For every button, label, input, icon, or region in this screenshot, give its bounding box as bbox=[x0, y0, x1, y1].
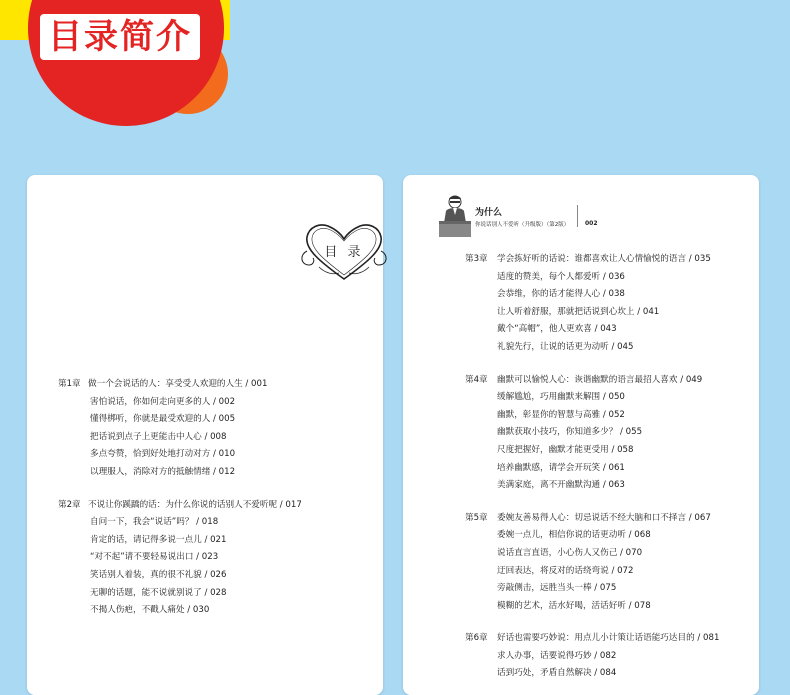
toc-chapter-5 bbox=[465, 514, 755, 611]
book-title: 为什么 bbox=[475, 208, 503, 218]
banner-title-box bbox=[40, 14, 200, 60]
toc-entry: 无聊的话题，能不说就别说了 / 028 bbox=[90, 587, 227, 598]
toc-entry: 委婉一点儿，相信你说的话更动听 / 068 bbox=[497, 530, 651, 541]
toc-entry: 会恭维，你的话才能得人心 / 038 bbox=[497, 289, 625, 300]
toc-entry: 懂得梆听，你就是最受欢迎的人 / 005 bbox=[90, 414, 236, 425]
toc-entry: 尺度把握好，幽默才能更受用 / 058 bbox=[497, 444, 634, 455]
toc-entry: 幽默获取小技巧，你知道多少？ / 055 bbox=[497, 427, 643, 438]
toc-entry: 美满家庭，离不开幽默沟通 / 063 bbox=[497, 480, 625, 491]
chapter-heading bbox=[465, 255, 755, 264]
toc-page-right bbox=[403, 175, 759, 695]
chapter-heading bbox=[58, 380, 378, 389]
toc-entry: 肯定的话，请记得多说一点儿 / 021 bbox=[90, 534, 227, 545]
toc-entry: 话到巧处，矛盾自然解决 / 084 bbox=[497, 668, 617, 679]
chapter-title: 做一个会说话的人：享受受人欢迎的人生 / 001 bbox=[88, 379, 268, 389]
toc-entry: 不揭人伤疤，不戳人痛处 / 030 bbox=[90, 605, 210, 616]
heart-ornament-icon bbox=[299, 221, 389, 283]
toc-entry: 礼貌先行，让说的话更为动听 / 045 bbox=[497, 341, 634, 352]
toc-list-right bbox=[465, 255, 755, 678]
chapter-number: 第5章 bbox=[465, 512, 488, 523]
toc-list-left bbox=[58, 380, 378, 615]
toc-entry: 幽默，彰显你的智慧与高雅 / 052 bbox=[497, 409, 625, 420]
chapter-number: 第1章 bbox=[58, 379, 81, 389]
toc-entry: 戴个“高帽”，他人更欢喜 / 043 bbox=[497, 324, 617, 335]
chapter-title: 好话也需要巧妙说：用点儿小计策让话语能巧达目的 / 081 bbox=[497, 633, 720, 644]
toc-entry: 旁敲侧击，远胜当头一棒 / 075 bbox=[497, 583, 617, 594]
chapter-number: 第4章 bbox=[465, 374, 488, 385]
toc-chapter-6 bbox=[465, 634, 755, 678]
banner-title: 目录简介 bbox=[48, 17, 192, 57]
toc-entry: 多点夸赞，恰到好处地打动对方 / 010 bbox=[90, 449, 236, 460]
toc-entry: 缓解尴尬，巧用幽默来解围 / 050 bbox=[497, 392, 625, 403]
toc-entry: 自问一下，我会“说话”吗？ / 018 bbox=[90, 517, 219, 528]
toc-chapter-2 bbox=[58, 501, 378, 615]
toc-chapter-4 bbox=[465, 376, 755, 490]
toc-entry: 迂回表达，将反对的话绕弯说 / 072 bbox=[497, 565, 634, 576]
toc-chapter-1 bbox=[58, 380, 378, 477]
toc-entry: “对不起”请不要轻易说出口 / 023 bbox=[90, 552, 219, 563]
toc-entry: 把话说到点子上更能击中人心 / 008 bbox=[90, 431, 227, 442]
toc-chapter-3 bbox=[465, 255, 755, 352]
toc-entry: 笑话别人着装，真的很不礼貌 / 026 bbox=[90, 569, 227, 580]
toc-entry: 求人办事，话要说得巧妙 / 082 bbox=[497, 650, 617, 661]
book-subtitle: 你说话别人不爱听（升级版）（第2版） bbox=[475, 222, 570, 228]
toc-heading: 目 录 bbox=[324, 245, 364, 260]
toc-entry: 让人听着舒服，那就把话说到心坎上 / 041 bbox=[497, 306, 660, 317]
page-number: 002 bbox=[585, 220, 598, 227]
chapter-number: 第6章 bbox=[465, 633, 488, 644]
chapter-title: 学会拣好听的话说：谁都喜欢让人心情愉悦的语言 / 035 bbox=[497, 254, 711, 264]
chapter-number: 第3章 bbox=[465, 254, 488, 264]
speaker-illustration-icon bbox=[437, 193, 473, 241]
toc-entry: 培养幽默感，请学会开玩笑 / 061 bbox=[497, 462, 625, 473]
chapter-number: 第2章 bbox=[58, 499, 81, 510]
chapter-title: 委婉友善易得人心：切忌说话不经大脑和口不择言 / 067 bbox=[497, 512, 711, 523]
running-header bbox=[437, 191, 737, 241]
toc-page-left bbox=[27, 175, 383, 695]
chapter-heading bbox=[465, 634, 755, 643]
chapter-heading bbox=[465, 514, 755, 523]
chapter-heading bbox=[58, 501, 378, 510]
chapter-title: 幽默可以愉悦人心：诙谐幽默的语言最招人喜欢 / 049 bbox=[497, 374, 703, 385]
toc-entry: 适度的赞美，每个人都爱听 / 036 bbox=[497, 271, 625, 282]
chapter-heading bbox=[465, 376, 755, 385]
toc-entry: 以理服人，消除对方的抵触情绪 / 012 bbox=[90, 466, 236, 477]
toc-entry: 模糊的艺术，活水好喝，活话好听 / 078 bbox=[497, 600, 651, 611]
toc-entry: 说话直言直语，小心伤人又伤己 / 070 bbox=[497, 547, 643, 558]
chapter-title: 不说让你蹊蹻的话：为什么你说的话别人不爱听呢 / 017 bbox=[88, 499, 302, 510]
toc-entry: 害怕说话，你如何走向更多的人 / 002 bbox=[90, 396, 236, 407]
header-divider bbox=[577, 205, 578, 227]
